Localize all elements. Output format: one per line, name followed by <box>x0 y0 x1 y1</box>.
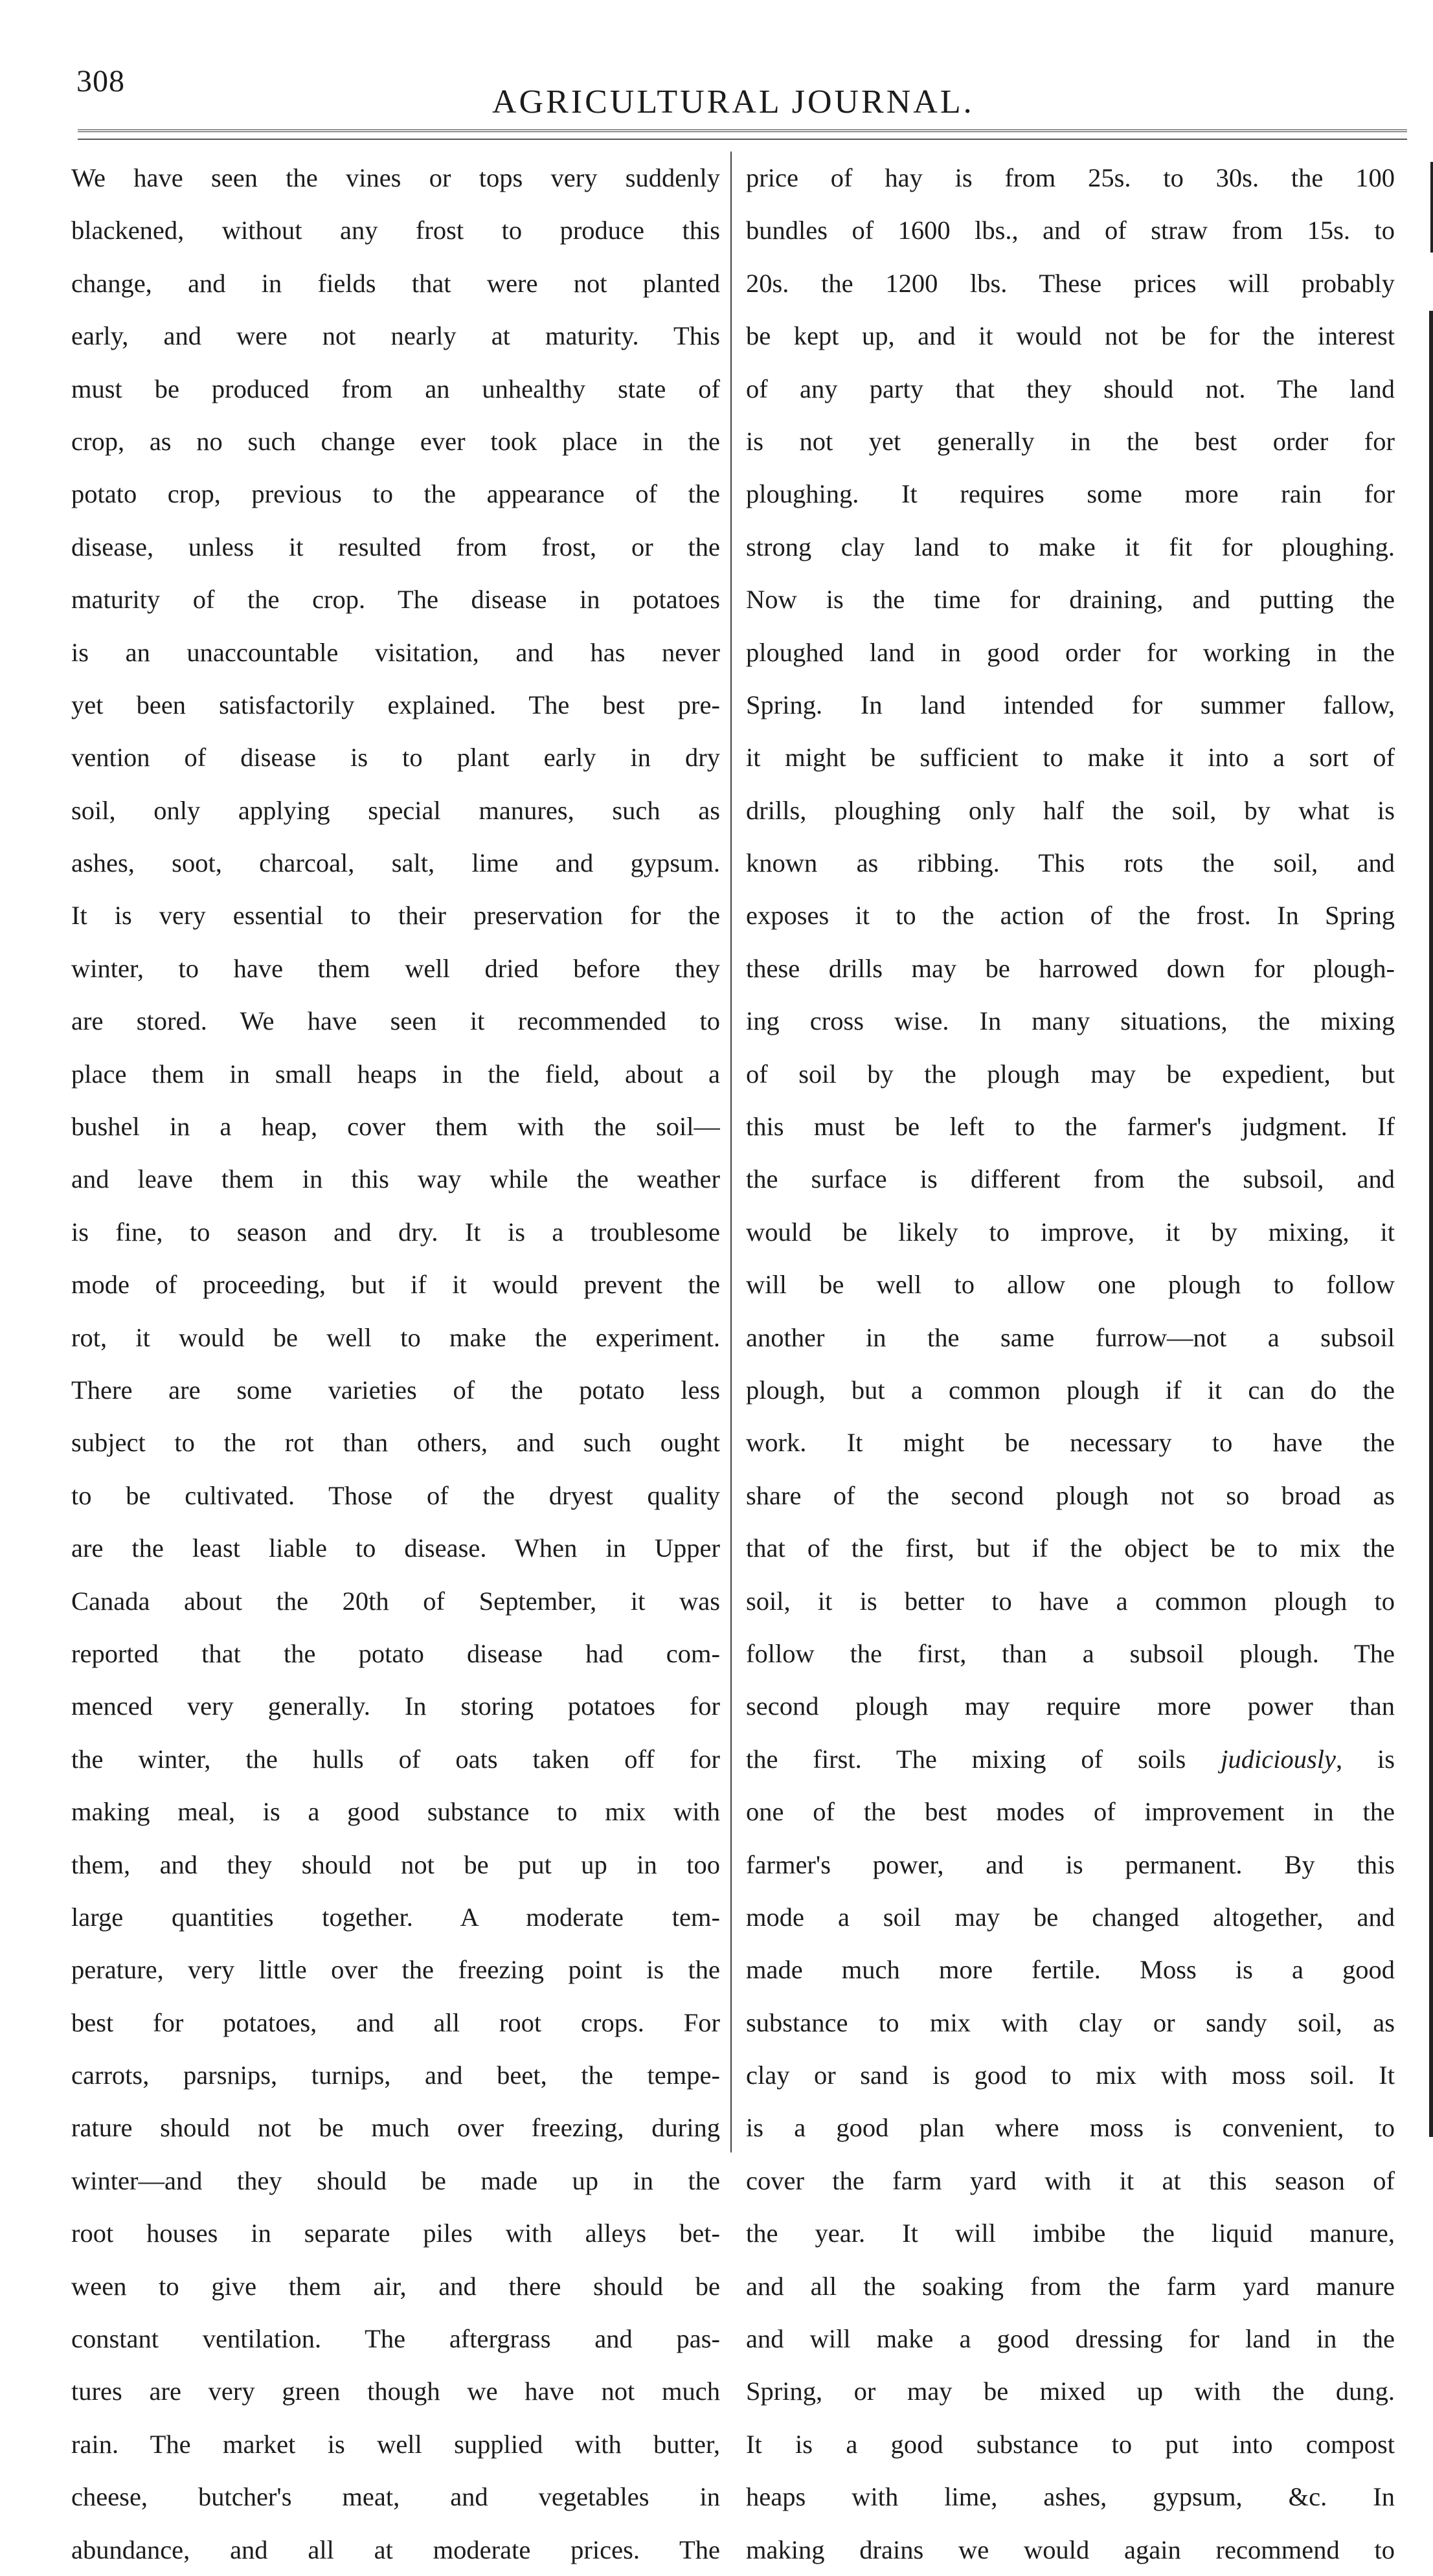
text-line: would be likely to improve, it by mixing, it <box>746 1217 1395 1247</box>
text-line: mode a soil may be changed altogether, and <box>746 1902 1395 1932</box>
right-column <box>746 152 1395 2564</box>
text-line: Canada about the 20th of September, it was <box>71 1586 720 1616</box>
text-line: heaps with lime, ashes, gypsum, &c. In <box>746 2482 1395 2512</box>
text-line: reported that the potato disease had com- <box>71 1638 720 1668</box>
text-line: making meal, is a good substance to mix with <box>71 1797 720 1827</box>
text-line: menced very generally. In storing potatoes for <box>71 1691 720 1721</box>
text-line: this must be left to the farmer's judgment. If <box>746 1112 1395 1142</box>
text-line: rature should not be much over freezing, during <box>71 2113 720 2143</box>
text-line: known as ribbing. This rots the soil, and <box>746 848 1395 878</box>
text-line: will be well to allow one plough to follow <box>746 1270 1395 1300</box>
header-rule-thin <box>78 139 1407 140</box>
text-line: work. It might be necessary to have the <box>746 1428 1395 1458</box>
text-line: blackened, without any frost to produce this <box>71 216 720 245</box>
text-line: these drills may be harrowed down for plough- <box>746 953 1395 983</box>
text-line: plough, but a common plough if it can do the <box>746 1375 1395 1405</box>
text-line: winter, to have them well dried before they <box>71 953 720 983</box>
text-line: maturity of the crop. The disease in potatoes <box>71 585 720 615</box>
text-line: the first. The mixing of soils judiciously, is <box>746 1744 1395 1774</box>
text-line: rot, it would be well to make the experiment. <box>71 1322 720 1352</box>
text-line: are stored. We have seen it recommended to <box>71 1006 720 1036</box>
text-line: cheese, butcher's meat, and vegetables in <box>71 2482 720 2512</box>
text-line: price of hay is from 25s. to 30s. the 100 <box>746 163 1395 192</box>
text-line: abundance, and all at moderate prices. The <box>71 2535 720 2564</box>
text-line: that of the first, but if the object be to mix the <box>746 1533 1395 1563</box>
text-line: subject to the rot than others, and such ought <box>71 1428 720 1458</box>
text-line: disease, unless it resulted from frost, or the <box>71 532 720 561</box>
text-line: tures are very green though we have not much <box>71 2377 720 2406</box>
text-line: follow the first, than a subsoil plough. The <box>746 1638 1395 1668</box>
text-line: the winter, the hulls of oats taken off for <box>71 1744 720 1774</box>
text-line: one of the best modes of improvement in the <box>746 1797 1395 1827</box>
text-line: made much more fertile. Moss is a good <box>746 1955 1395 1985</box>
text-line: Spring, or may be mixed up with the dung. <box>746 2377 1395 2406</box>
text-line: farmer's power, and is permanent. By this <box>746 1849 1395 1879</box>
page-number: 308 <box>76 64 125 98</box>
text-line: carrots, parsnips, turnips, and beet, the tempe- <box>71 2061 720 2090</box>
text-line: to be cultivated. Those of the dryest quality <box>71 1480 720 1510</box>
text-line: rain. The market is well supplied with butter, <box>71 2429 720 2459</box>
text-line: It is a good substance to put into compost <box>746 2429 1395 2459</box>
text-line: exposes it to the action of the frost. In Spring <box>746 901 1395 931</box>
text-line: place them in small heaps in the field, about a <box>71 1059 720 1089</box>
text-line: them, and they should not be put up in too <box>71 1849 720 1879</box>
text-line: is an unaccountable visitation, and has never <box>71 637 720 667</box>
text-line: There are some varieties of the potato less <box>71 1375 720 1405</box>
text-line: and will make a good dressing for land in the <box>746 2324 1395 2354</box>
page-edge-shadow <box>1429 311 1433 2137</box>
left-column <box>71 152 720 2564</box>
text-line: winter—and they should be made up in the <box>71 2165 720 2195</box>
text-line: be kept up, and it would not be for the interest <box>746 321 1395 351</box>
text-line: ploughing. It requires some more rain for <box>746 479 1395 509</box>
text-line: constant ventilation. The aftergrass and pas- <box>71 2324 720 2354</box>
text-line: making drains we would again recommend to <box>746 2535 1395 2564</box>
text-line: is not yet generally in the best order for <box>746 426 1395 456</box>
text-line: second plough may require more power than <box>746 1691 1395 1721</box>
text-line: vention of disease is to plant early in dry <box>71 743 720 773</box>
text-line: bundles of 1600 lbs., and of straw from 15s. to <box>746 216 1395 245</box>
text-line: large quantities together. A moderate tem- <box>71 1902 720 1932</box>
text-line: ween to give them air, and there should be <box>71 2271 720 2301</box>
text-line: change, and in fields that were not planted <box>71 268 720 298</box>
text-line: ashes, soot, charcoal, salt, lime and gypsum. <box>71 848 720 878</box>
text-line: and all the soaking from the farm yard manure <box>746 2271 1395 2301</box>
text-line: mode of proceeding, but if it would prevent the <box>71 1270 720 1300</box>
text-line: 20s. the 1200 lbs. These prices will probably <box>746 268 1395 298</box>
text-line: It is very essential to their preservation for the <box>71 901 720 931</box>
text-line: and leave them in this way while the weather <box>71 1164 720 1194</box>
text-line: root houses in separate piles with alleys bet- <box>71 2219 720 2248</box>
text-line: is fine, to season and dry. It is a troublesome <box>71 1217 720 1247</box>
text-line: Now is the time for draining, and putting the <box>746 585 1395 615</box>
text-line: of soil by the plough may be expedient, but <box>746 1059 1395 1089</box>
running-title: AGRICULTURAL JOURNAL. <box>492 84 975 120</box>
text-line: We have seen the vines or tops very suddenly <box>71 163 720 192</box>
text-line: strong clay land to make it fit for ploughing. <box>746 532 1395 561</box>
text-line: the surface is different from the subsoil, and <box>746 1164 1395 1194</box>
text-line: ploughed land in good order for working in the <box>746 637 1395 667</box>
text-line: early, and were not nearly at maturity. This <box>71 321 720 351</box>
text-line: ing cross wise. In many situations, the mixing <box>746 1006 1395 1036</box>
text-line: are the least liable to disease. When in Upper <box>71 1533 720 1563</box>
text-line: the year. It will imbibe the liquid manure, <box>746 2219 1395 2248</box>
text-line: bushel in a heap, cover them with the soil— <box>71 1112 720 1142</box>
text-line: crop, as no such change ever took place in the <box>71 426 720 456</box>
text-line: Spring. In land intended for summer fallow, <box>746 690 1395 719</box>
text-line: must be produced from an unhealthy state of <box>71 374 720 403</box>
text-line: cover the farm yard with it at this season of <box>746 2165 1395 2195</box>
text-line: share of the second plough not so broad as <box>746 1480 1395 1510</box>
text-line: soil, it is better to have a common plough to <box>746 1586 1395 1616</box>
column-divider <box>730 152 732 2152</box>
text-line: clay or sand is good to mix with moss soil. It <box>746 2061 1395 2090</box>
text-line: soil, only applying special manures, such as <box>71 795 720 825</box>
emphasis-word: judiciously <box>1221 1744 1336 1774</box>
text-line: best for potatoes, and all root crops. For <box>71 2007 720 2037</box>
header-rule <box>78 130 1407 132</box>
text-line: perature, very little over the freezing point is the <box>71 1955 720 1985</box>
page-edge-mark <box>1430 162 1433 253</box>
text-line: another in the same furrow—not a subsoil <box>746 1322 1395 1352</box>
text-line: drills, ploughing only half the soil, by what is <box>746 795 1395 825</box>
text-line: of any party that they should not. The land <box>746 374 1395 403</box>
text-line: yet been satisfactorily explained. The best pre- <box>71 690 720 719</box>
text-line: potato crop, previous to the appearance of the <box>71 479 720 509</box>
text-line: it might be sufficient to make it into a sort of <box>746 743 1395 773</box>
text-line: substance to mix with clay or sandy soil, as <box>746 2007 1395 2037</box>
text-line: is a good plan where moss is convenient, to <box>746 2113 1395 2143</box>
